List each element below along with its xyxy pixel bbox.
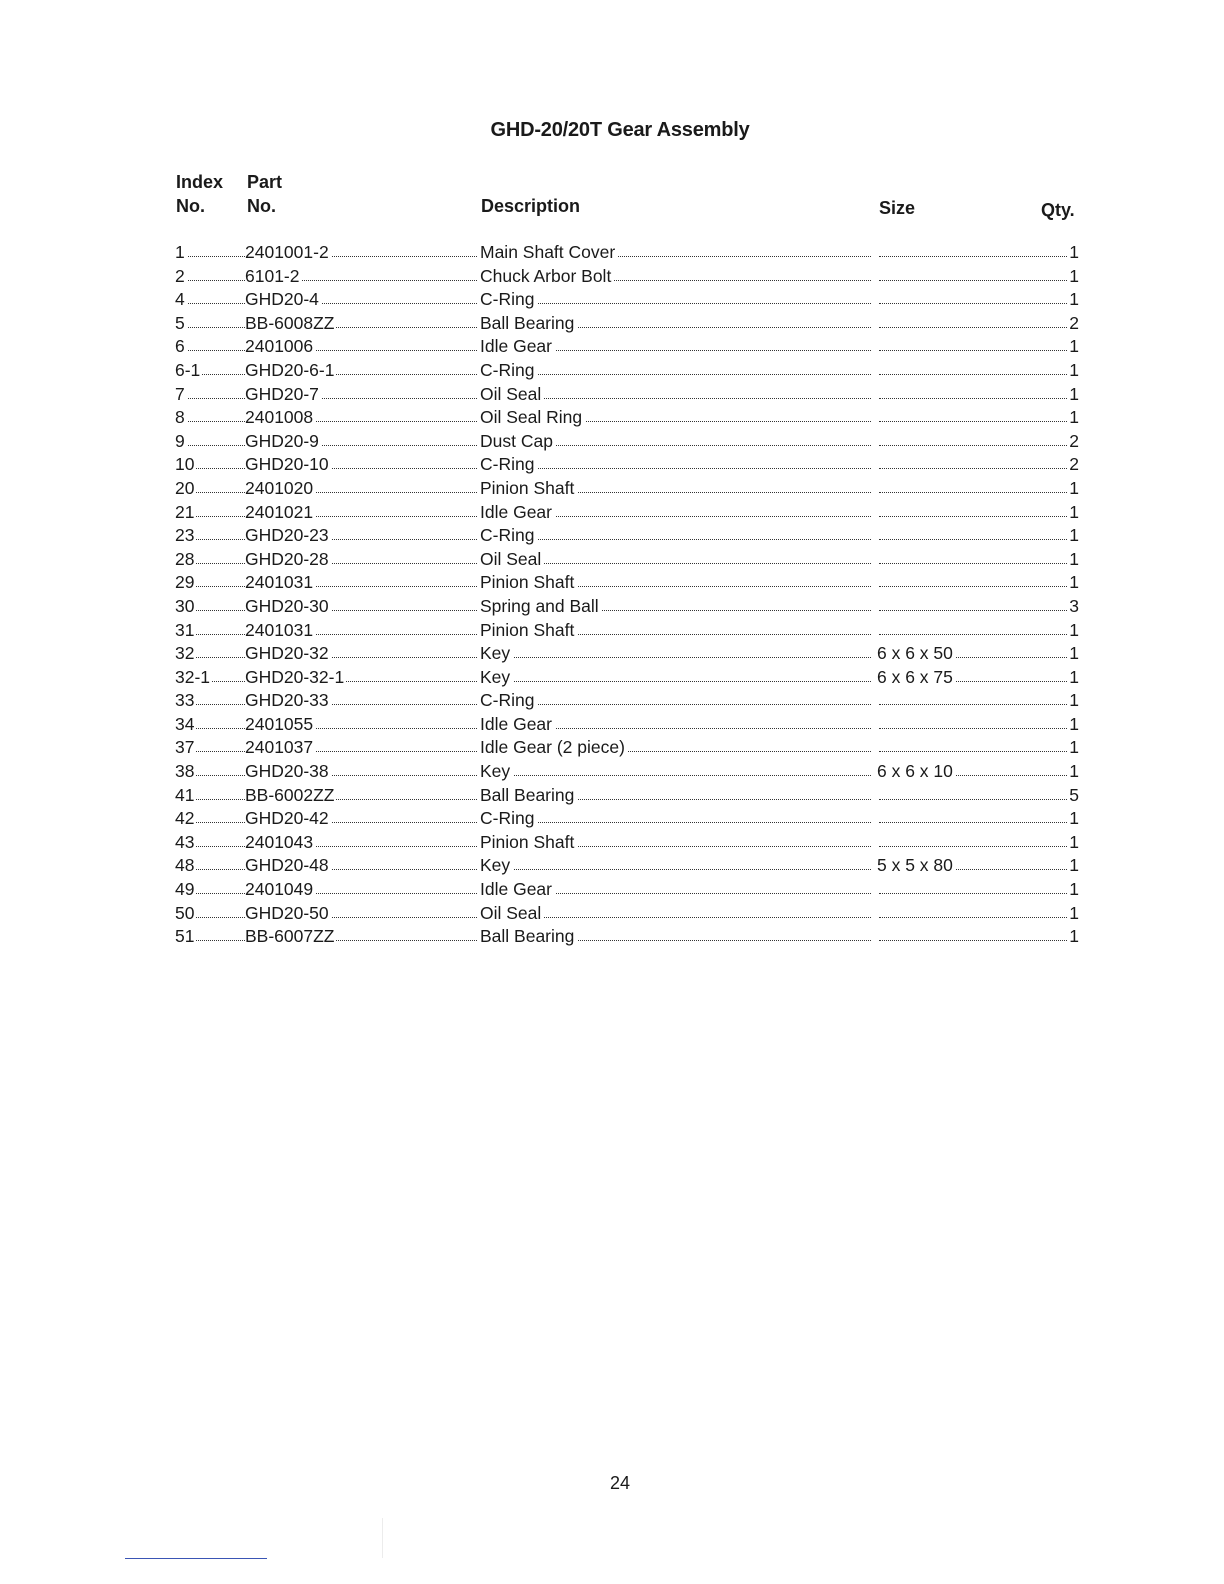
row-part-number: 2401037 [245,736,315,760]
row-description: Idle Gear [480,335,555,359]
row-qty: 1 [1067,736,1079,760]
row-qty: 1 [1067,477,1079,501]
parts-row [175,619,1079,643]
header-index-label: Index No. [176,172,224,216]
parts-row [175,831,1079,855]
parts-row [175,524,1079,548]
row-size: 5 x 5 x 80 [877,854,956,878]
row-description: Pinion Shaft [480,571,577,595]
row-part-number: 2401031 [245,571,315,595]
row-description: C-Ring [480,359,537,383]
parts-row [175,477,1079,501]
dot-leader [879,327,1069,328]
dot-leader [483,681,871,682]
row-part-number: GHD20-48 [245,854,331,878]
footer-rule [125,1558,267,1559]
dot-leader [879,893,1069,894]
dot-leader [179,280,245,281]
row-index: 28 [175,548,196,572]
parts-row [175,689,1079,713]
parts-row [175,595,1079,619]
dot-leader [483,822,871,823]
parts-row [175,335,1079,359]
dot-leader [879,374,1069,375]
row-part-number: 2401021 [245,501,315,525]
parts-row [175,925,1079,949]
row-index: 5 [175,312,187,336]
parts-list [175,241,1079,949]
dot-leader [879,586,1069,587]
row-index: 38 [175,760,196,784]
header-qty: Qty. [1041,200,1075,220]
row-index: 49 [175,878,196,902]
row-qty: 1 [1067,383,1079,407]
row-qty: 1 [1067,902,1079,926]
row-index: 32-1 [175,666,212,690]
row-size: 6 x 6 x 50 [877,642,956,666]
dot-leader [179,398,245,399]
parts-row [175,501,1079,525]
row-part-number: 2401020 [245,477,315,501]
row-description: Oil Seal [480,383,544,407]
dot-leader [179,445,245,446]
row-part-number: GHD20-50 [245,902,331,926]
parts-row [175,713,1079,737]
row-description: Pinion Shaft [480,477,577,501]
row-description: C-Ring [480,689,537,713]
row-description: Pinion Shaft [480,619,577,643]
row-qty: 1 [1067,501,1079,525]
parts-row [175,642,1079,666]
parts-row [175,265,1079,289]
row-qty: 1 [1067,689,1079,713]
dot-leader [879,280,1069,281]
dot-leader [483,704,871,705]
parts-row [175,854,1079,878]
row-index: 42 [175,807,196,831]
row-description: Oil Seal [480,548,544,572]
dot-leader [879,846,1069,847]
row-part-number: BB-6008ZZ [245,312,336,336]
row-description: Key [480,854,513,878]
header-part-label: Part No. [247,172,283,216]
dot-leader [483,468,871,469]
row-description: Key [480,642,513,666]
dot-leader [879,799,1069,800]
dot-leader [483,303,871,304]
row-index: 21 [175,501,196,525]
dot-leader [879,350,1069,351]
dot-leader [879,634,1069,635]
dot-leader [483,657,871,658]
row-description: Idle Gear [480,878,555,902]
row-qty: 1 [1067,713,1079,737]
row-description: C-Ring [480,807,537,831]
row-qty: 1 [1067,359,1079,383]
row-description: Dust Cap [480,430,556,454]
dot-leader [879,751,1069,752]
dot-leader [179,256,245,257]
row-part-number: GHD20-6-1 [245,359,336,383]
row-index: 32 [175,642,196,666]
row-part-number: 2401031 [245,619,315,643]
row-qty: 1 [1067,265,1079,289]
scan-mark [382,1518,383,1558]
dot-leader [879,822,1069,823]
parts-row [175,288,1079,312]
dot-leader [879,256,1069,257]
row-index: 6 [175,335,187,359]
dot-leader [483,869,871,870]
parts-row [175,571,1079,595]
row-index: 9 [175,430,187,454]
parts-row [175,736,1079,760]
parts-row [175,666,1079,690]
dot-leader [179,303,245,304]
row-qty: 2 [1067,430,1079,454]
parts-row [175,406,1079,430]
row-part-number: 2401049 [245,878,315,902]
row-description: Ball Bearing [480,925,577,949]
row-index: 2 [175,265,187,289]
row-part-number: 2401001-2 [245,241,331,265]
dot-leader [483,775,871,776]
row-part-number: 6101-2 [245,265,302,289]
row-index: 29 [175,571,196,595]
row-qty: 2 [1067,453,1079,477]
row-qty: 1 [1067,666,1079,690]
row-index: 48 [175,854,196,878]
header-part [247,170,282,218]
row-description: C-Ring [480,288,537,312]
row-part-number: GHD20-30 [245,595,331,619]
row-part-number: GHD20-9 [245,430,321,454]
dot-leader [879,940,1069,941]
row-part-number: GHD20-23 [245,524,331,548]
row-description: Pinion Shaft [480,831,577,855]
row-qty: 1 [1067,807,1079,831]
row-index: 41 [175,784,196,808]
row-qty: 2 [1067,312,1079,336]
dot-leader [483,374,871,375]
row-description: Key [480,666,513,690]
row-description: C-Ring [480,453,537,477]
row-description: Idle Gear [480,501,555,525]
dot-leader [483,539,871,540]
row-index: 20 [175,477,196,501]
row-description: Spring and Ball [480,595,602,619]
parts-row [175,548,1079,572]
row-index: 10 [175,453,196,477]
parts-row [175,902,1079,926]
row-qty: 1 [1067,406,1079,430]
dot-leader [179,327,245,328]
row-index: 51 [175,925,196,949]
row-index: 37 [175,736,196,760]
row-part-number: GHD20-33 [245,689,331,713]
row-part-number: GHD20-28 [245,548,331,572]
dot-leader [879,610,1069,611]
page-number: 24 [609,1473,631,1493]
row-index: 50 [175,902,196,926]
row-part-number: GHD20-32-1 [245,666,346,690]
row-description: Oil Seal Ring [480,406,585,430]
row-part-number: GHD20-42 [245,807,331,831]
parts-row [175,312,1079,336]
row-qty: 1 [1067,548,1079,572]
dot-leader [879,303,1069,304]
row-description: Ball Bearing [480,784,577,808]
dot-leader [179,350,245,351]
row-part-number: GHD20-38 [245,760,331,784]
row-qty: 5 [1067,784,1079,808]
row-index: 6-1 [175,359,202,383]
row-index: 33 [175,689,196,713]
row-part-number: 2401008 [245,406,315,430]
row-description: Main Shaft Cover [480,241,618,265]
row-part-number: 2401043 [245,831,315,855]
row-qty: 1 [1067,878,1079,902]
row-description: Idle Gear (2 piece) [480,736,628,760]
row-part-number: GHD20-7 [245,383,321,407]
row-index: 30 [175,595,196,619]
dot-leader [879,445,1069,446]
row-description: Ball Bearing [480,312,577,336]
row-qty: 1 [1067,335,1079,359]
row-part-number: BB-6002ZZ [245,784,336,808]
parts-row [175,453,1079,477]
row-size: 6 x 6 x 10 [877,760,956,784]
row-qty: 1 [1067,288,1079,312]
dot-leader [179,421,245,422]
header-size: Size [879,198,916,218]
row-description: Oil Seal [480,902,544,926]
dot-leader [879,704,1069,705]
row-index: 34 [175,713,196,737]
row-description: Chuck Arbor Bolt [480,265,614,289]
row-index: 4 [175,288,187,312]
row-index: 31 [175,619,196,643]
parts-row [175,878,1079,902]
row-index: 7 [175,383,187,407]
row-qty: 1 [1067,925,1079,949]
dot-leader [879,492,1069,493]
row-qty: 1 [1067,619,1079,643]
dot-leader [879,728,1069,729]
parts-row [175,359,1079,383]
row-part-number: 2401055 [245,713,315,737]
row-index: 1 [175,241,187,265]
dot-leader [879,421,1069,422]
row-qty: 1 [1067,571,1079,595]
row-qty: 1 [1067,642,1079,666]
row-qty: 1 [1067,241,1079,265]
row-part-number: GHD20-4 [245,288,321,312]
page-title: GHD-20/20T Gear Assembly [490,119,750,141]
row-qty: 1 [1067,854,1079,878]
dot-leader [879,468,1069,469]
dot-leader [879,539,1069,540]
row-description: Key [480,760,513,784]
row-qty: 1 [1067,524,1079,548]
row-index: 8 [175,406,187,430]
parts-row [175,807,1079,831]
row-qty: 1 [1067,831,1079,855]
parts-row [175,241,1079,265]
row-description: C-Ring [480,524,537,548]
header-description: Description [481,196,581,216]
dot-leader [879,398,1069,399]
row-index: 43 [175,831,196,855]
row-part-number: GHD20-32 [245,642,331,666]
dot-leader [879,563,1069,564]
parts-row [175,430,1079,454]
row-description: Idle Gear [480,713,555,737]
row-part-number: 2401006 [245,335,315,359]
header-index [176,170,223,218]
parts-row [175,784,1079,808]
dot-leader [879,917,1069,918]
row-index: 23 [175,524,196,548]
parts-row [175,383,1079,407]
parts-row [175,760,1079,784]
dot-leader [879,516,1069,517]
row-part-number: GHD20-10 [245,453,331,477]
row-qty: 1 [1067,760,1079,784]
row-part-number: BB-6007ZZ [245,925,336,949]
row-size: 6 x 6 x 75 [877,666,956,690]
row-qty: 3 [1067,595,1079,619]
